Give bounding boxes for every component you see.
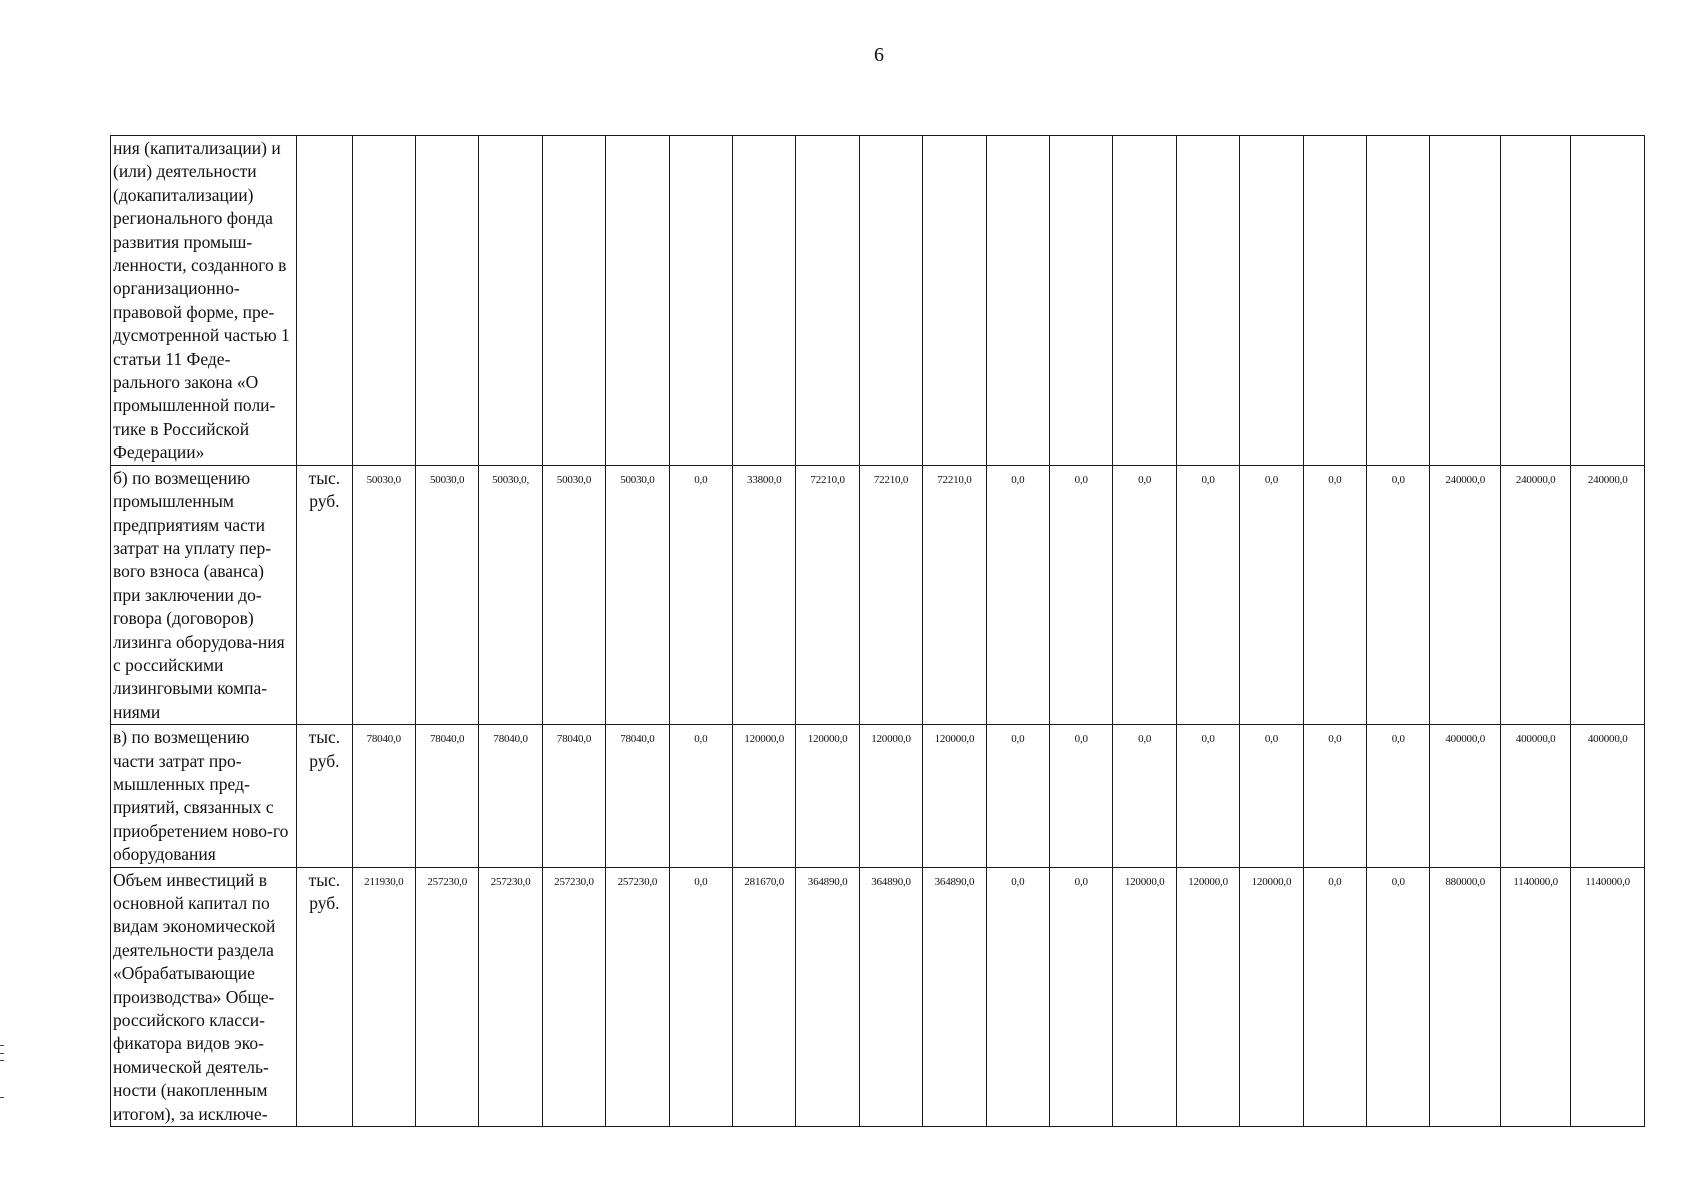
value-cell: 78040,0 [352, 725, 415, 867]
value-cell: 400000,0 [1571, 725, 1645, 867]
margin-mark [0, 1097, 4, 1098]
value-cell: 257230,0 [606, 867, 669, 1126]
indicator-table [110, 135, 1645, 1127]
margin-mark [0, 1045, 4, 1046]
value-cell: 120000,0 [1113, 867, 1176, 1126]
row-description: Объем инвестиций в основной капитал по видам экономической деятельности раздела «Обрабатывающие производства» Обще-российского класси-фикатора видов эко-номической деятель-ности (накопленным итогом), за исключе- [111, 867, 297, 1126]
value-cell: 0,0 [1050, 867, 1113, 1126]
row-unit: тыс. руб. [297, 465, 352, 724]
value-cell: 120000,0 [923, 725, 986, 867]
value-cell [479, 136, 542, 466]
value-cell: 120000,0 [733, 725, 796, 867]
value-cell: 257230,0 [479, 867, 542, 1126]
value-cell [606, 136, 669, 466]
value-cell: 0,0 [986, 867, 1049, 1126]
value-cell: 257230,0 [415, 867, 478, 1126]
value-cell: 1140000,0 [1571, 867, 1645, 1126]
value-cell [542, 136, 605, 466]
value-cell: 0,0 [669, 465, 732, 724]
value-cell: 240000,0 [1571, 465, 1645, 724]
table-row [111, 725, 1645, 867]
row-unit: тыс. руб. [297, 725, 352, 867]
value-cell [923, 136, 986, 466]
value-cell [1303, 136, 1366, 466]
value-cell: 50030,0 [352, 465, 415, 724]
value-cell: 0,0 [1367, 867, 1430, 1126]
value-cell: 1140000,0 [1500, 867, 1570, 1126]
value-cell: 0,0 [1240, 465, 1303, 724]
row-unit: тыс. руб. [297, 867, 352, 1126]
value-cell [1430, 136, 1500, 466]
value-cell: 33800,0 [733, 465, 796, 724]
value-cell [1240, 136, 1303, 466]
value-cell [669, 136, 732, 466]
margin-mark [0, 1053, 4, 1054]
value-cell: 78040,0 [479, 725, 542, 867]
row-description: ния (капитализации) и (или) деятельности (докапитализации) регионального фонда развития промыш-ленности, созданного в организационно-правовой форме, пре-дусмотренной частью 1 статьи 11 Феде-рального закона «О промышленной поли-тике в Российской Федерации» [111, 136, 297, 466]
value-cell: 400000,0 [1430, 725, 1500, 867]
value-cell [859, 136, 922, 466]
value-cell [1050, 136, 1113, 466]
value-cell: 0,0 [1113, 725, 1176, 867]
value-cell: 0,0 [1050, 725, 1113, 867]
value-cell: 0,0 [1303, 867, 1366, 1126]
value-cell [1571, 136, 1645, 466]
table-row [111, 136, 1645, 466]
value-cell: 120000,0 [796, 725, 859, 867]
value-cell: 364890,0 [923, 867, 986, 1126]
value-cell: 78040,0 [606, 725, 669, 867]
value-cell [352, 136, 415, 466]
value-cell [986, 136, 1049, 466]
value-cell: 0,0 [669, 725, 732, 867]
value-cell: 120000,0 [1240, 867, 1303, 1126]
value-cell: 0,0 [986, 725, 1049, 867]
value-cell: 364890,0 [796, 867, 859, 1126]
value-cell: 880000,0 [1430, 867, 1500, 1126]
value-cell: 0,0 [1303, 725, 1366, 867]
row-unit [297, 136, 352, 466]
margin-mark [0, 1060, 4, 1061]
table-row [111, 465, 1645, 724]
value-cell: 257230,0 [542, 867, 605, 1126]
value-cell: 0,0 [1113, 465, 1176, 724]
value-cell [1367, 136, 1430, 466]
value-cell: 120000,0 [1176, 867, 1239, 1126]
value-cell: 0,0 [669, 867, 732, 1126]
value-cell: 72210,0 [923, 465, 986, 724]
value-cell: 72210,0 [796, 465, 859, 724]
value-cell [733, 136, 796, 466]
value-cell: 364890,0 [859, 867, 922, 1126]
row-description: б) по возмещению промышленным предприятиям части затрат на уплату пер-вого взноса (аванса) при заключении до-говора (договоров) лизинга оборудова-ния с российскими лизинговыми компа-ниями [111, 465, 297, 724]
value-cell: 0,0 [986, 465, 1049, 724]
value-cell [1176, 136, 1239, 466]
value-cell: 0,0 [1176, 465, 1239, 724]
value-cell: 0,0 [1240, 725, 1303, 867]
value-cell: 50030,0 [415, 465, 478, 724]
row-description: в) по возмещению части затрат про-мышленных пред-приятий, связанных с приобретением ново-го оборудования [111, 725, 297, 867]
page-number: 6 [874, 44, 884, 66]
value-cell: 50030,0 [542, 465, 605, 724]
value-cell: 240000,0 [1500, 465, 1570, 724]
value-cell: 120000,0 [859, 725, 922, 867]
value-cell: 281670,0 [733, 867, 796, 1126]
value-cell: 50030,0 [606, 465, 669, 724]
value-cell: 78040,0 [542, 725, 605, 867]
value-cell: 0,0 [1050, 465, 1113, 724]
table-row [111, 867, 1645, 1126]
value-cell [796, 136, 859, 466]
value-cell: 0,0 [1367, 465, 1430, 724]
value-cell [1113, 136, 1176, 466]
value-cell: 400000,0 [1500, 725, 1570, 867]
value-cell: 78040,0 [415, 725, 478, 867]
value-cell: 50030,0, [479, 465, 542, 724]
value-cell [415, 136, 478, 466]
value-cell: 0,0 [1303, 465, 1366, 724]
value-cell: 240000,0 [1430, 465, 1500, 724]
value-cell: 72210,0 [859, 465, 922, 724]
value-cell: 211930,0 [352, 867, 415, 1126]
value-cell: 0,0 [1367, 725, 1430, 867]
value-cell [1500, 136, 1570, 466]
value-cell: 0,0 [1176, 725, 1239, 867]
